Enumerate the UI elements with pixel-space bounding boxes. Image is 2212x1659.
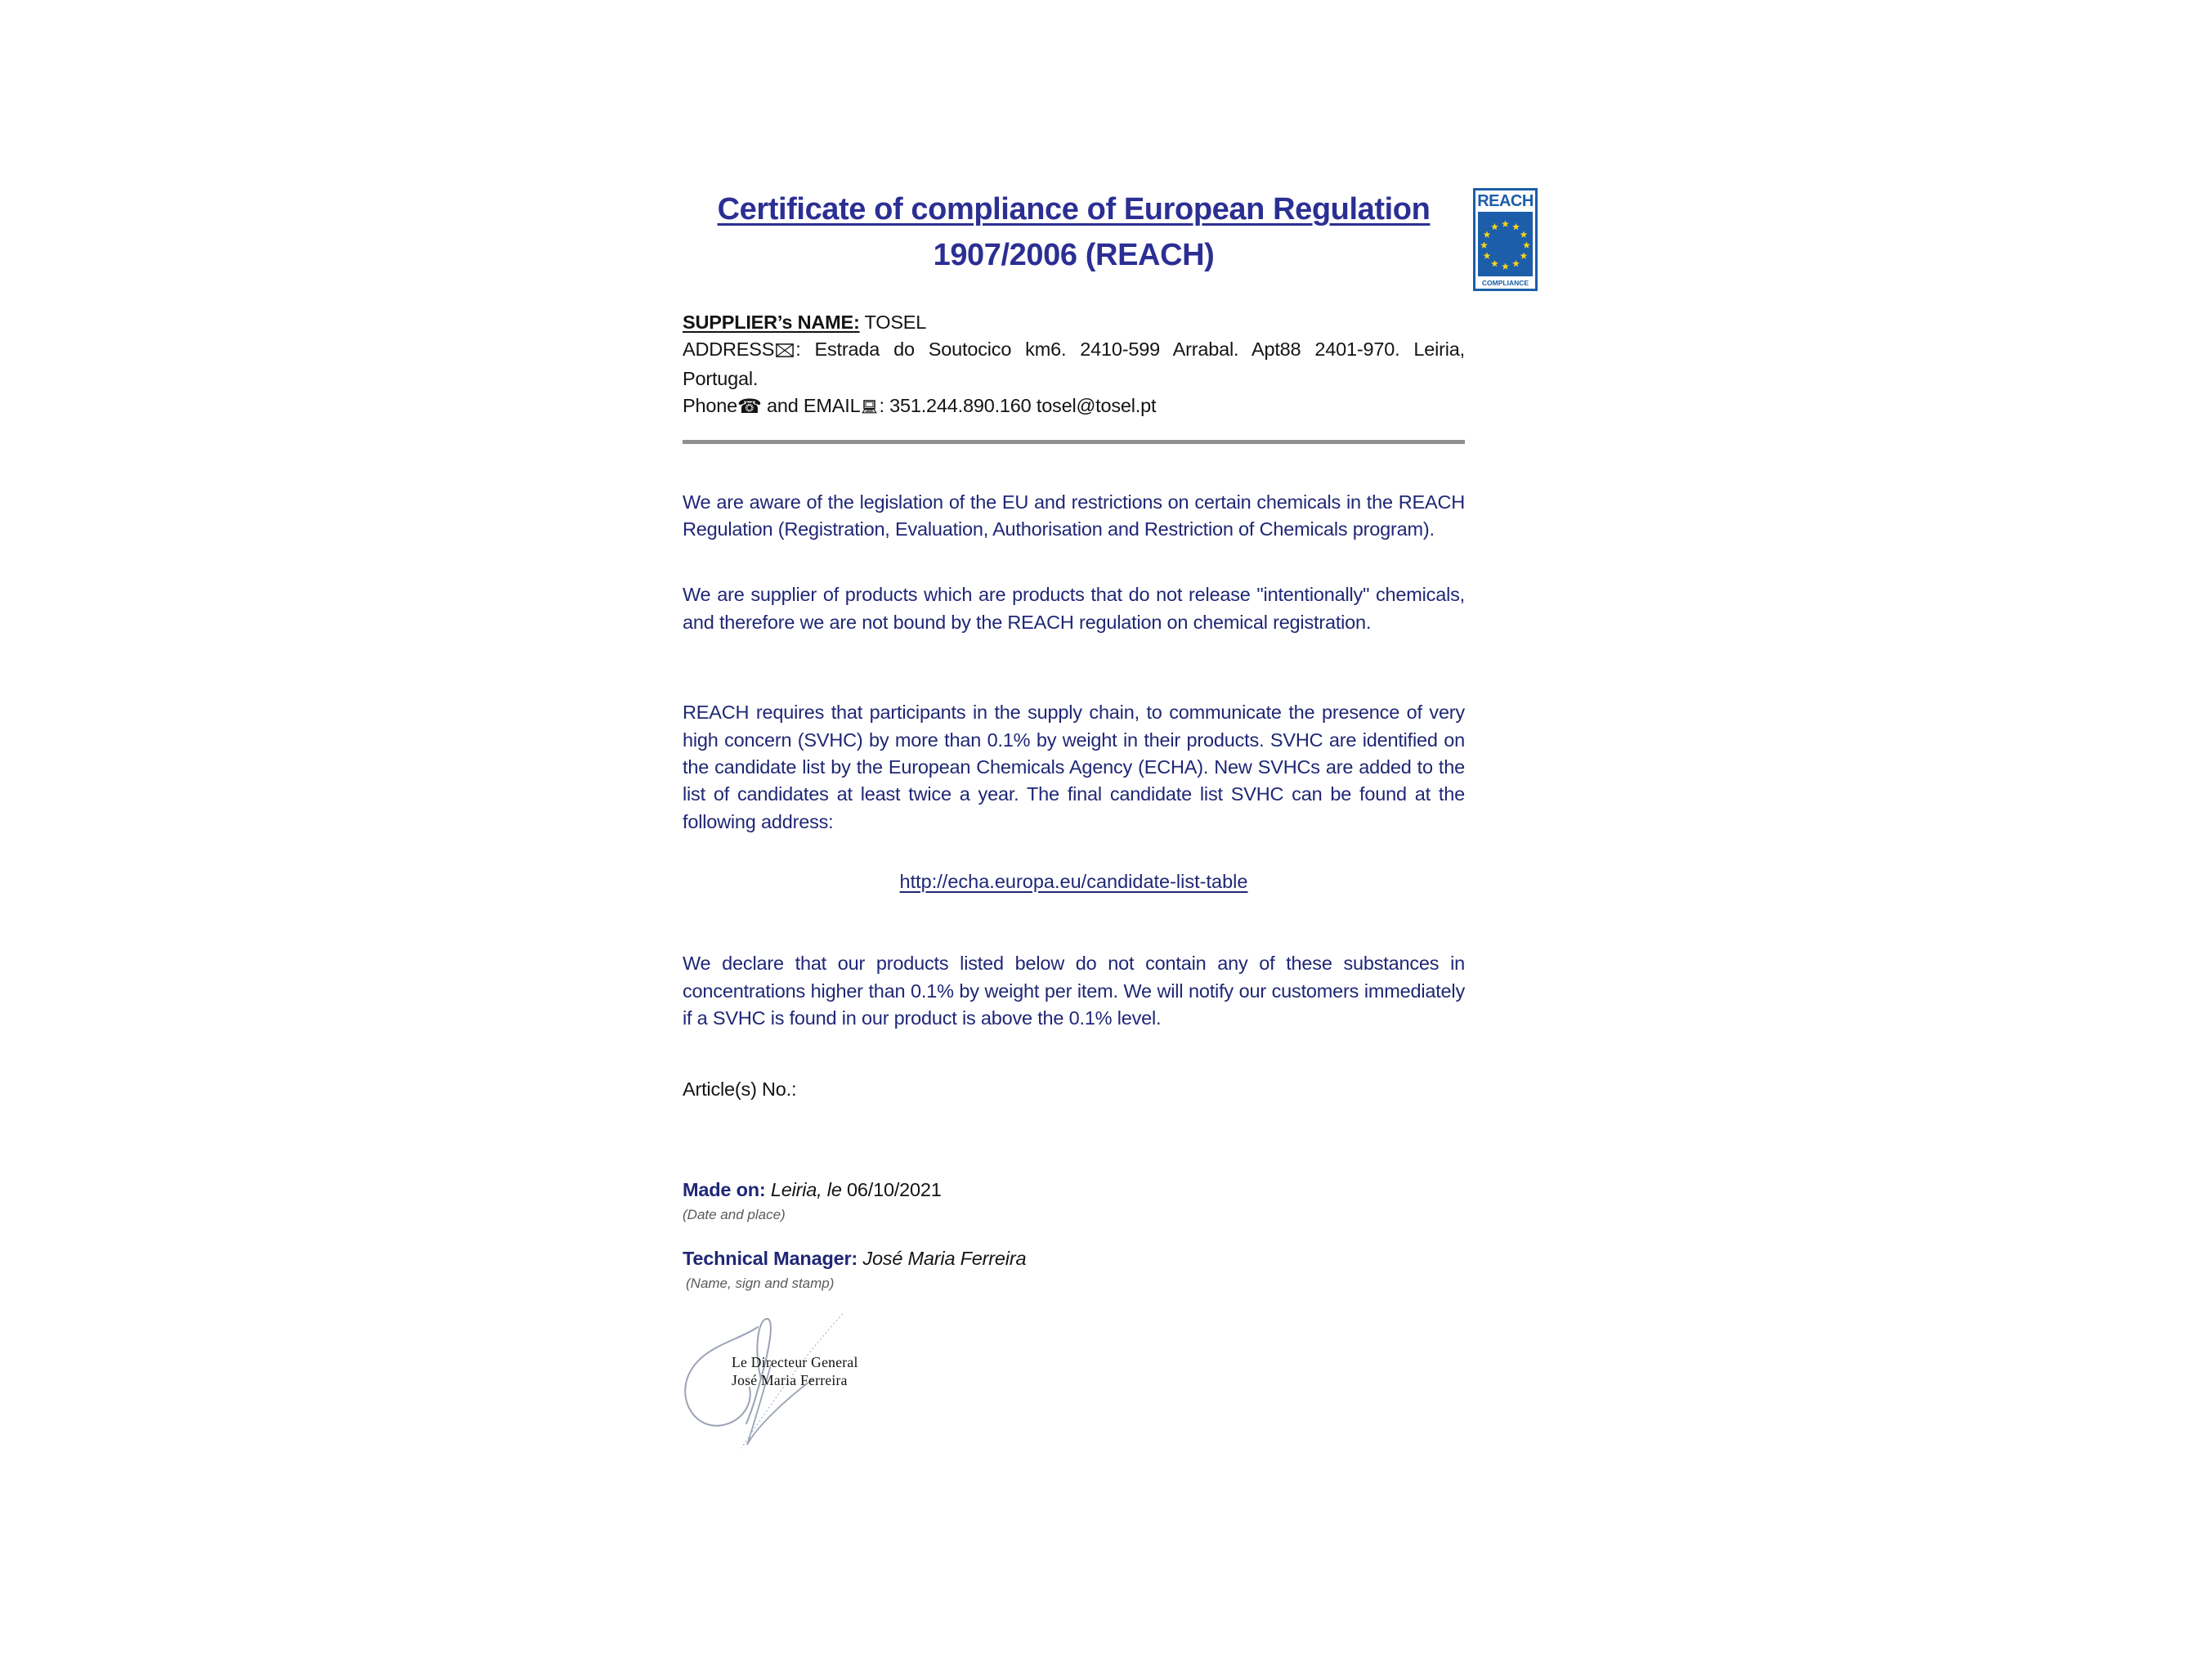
paragraph-declaration: We declare that our products listed below do not contain any of these substances in concentrations higher than 0.1% by weight per item. We will notify our customers immediately if a SVHC is found in our product is above the 0.1% level. — [683, 953, 1465, 1029]
contact-line — [683, 392, 1465, 421]
supplier-section — [683, 309, 1465, 422]
candidate-list-link-line — [683, 868, 1465, 895]
paragraph-supplier-statement: We are supplier of products which are products that do not release "intentionally" chemicals, and therefore we are not bound by the REACH regulation on chemical registration. — [683, 584, 1465, 633]
phone-icon: ☎ — [737, 395, 762, 419]
manager-value: José Maria Ferreira — [857, 1247, 1027, 1269]
signature-title: Le Directeur General — [732, 1353, 858, 1370]
paragraph-svhc-requirements: REACH requires that participants in the supply chain, to communicate the presence of very high concern (SVHC) by more than 0.1% by weight in their products. SVHC are identified on the candidate list by the European Chemicals Agency (ECHA). New SVHCs are added to the list of candidates at least twice a year. The final candidate list SVHC can be found at the following address: — [683, 702, 1465, 832]
supplier-name-line — [683, 309, 1465, 336]
candidate-list-link[interactable]: http://echa.europa.eu/candidate-list-table — [899, 871, 1248, 893]
address-label: ADDRESS — [683, 339, 775, 361]
signature-block — [683, 1306, 1465, 1494]
paragraph-awareness: We are aware of the legislation of the EU and restrictions on certain chemicals in the REACH Regulation (Registration, Evaluation, Authorisation and Restriction of Chemicals program). — [683, 491, 1465, 540]
page-title — [683, 186, 1465, 278]
article-number-line: Article(s) No.: — [683, 1078, 797, 1100]
supplier-name-value: TOSEL — [859, 312, 927, 333]
logo-reach-text: REACH — [1477, 192, 1534, 210]
supplier-name-label: SUPPLIER’s NAME: — [683, 312, 860, 333]
title-line-2: 1907/2006 (REACH) — [933, 238, 1215, 272]
contact-phone-label: Phone — [683, 395, 737, 417]
made-on-line — [683, 1177, 1465, 1204]
signature-swirl — [676, 1306, 864, 1477]
manager-label: Technical Manager: — [683, 1247, 858, 1269]
logo-compliance-text: COMPLIANCE — [1481, 279, 1529, 287]
made-on-date: 06/10/2021 — [847, 1178, 942, 1200]
computer-icon — [862, 394, 877, 421]
section-divider — [683, 440, 1465, 444]
signature-name-text — [732, 1353, 858, 1389]
certificate-document — [683, 186, 1465, 1494]
technical-manager-line — [683, 1245, 1465, 1272]
reach-compliance-logo — [1473, 188, 1538, 291]
title-line-1: Certificate of compliance of European Regulation — [717, 192, 1431, 226]
contact-email-label: and EMAIL — [761, 395, 861, 417]
eu-stars — [1478, 212, 1533, 279]
contact-value: : 351.244.890.160 tosel@tosel.pt — [879, 395, 1157, 417]
made-on-label: Made on: — [683, 1178, 766, 1200]
address-value: : Estrada do Soutocico km6. 2410-599 Arrabal. Apt88 2401-970. Leiria, Portugal. — [683, 339, 1465, 389]
signature-name: José Maria Ferreira — [732, 1371, 848, 1388]
eu-flag-square — [1478, 212, 1533, 276]
envelope-icon — [776, 338, 794, 365]
date-place-note: (Date and place) — [683, 1206, 786, 1222]
made-on-place: Leiria, le — [765, 1178, 848, 1200]
name-sign-note: (Name, sign and stamp) — [686, 1275, 835, 1291]
address-line — [683, 336, 1465, 392]
